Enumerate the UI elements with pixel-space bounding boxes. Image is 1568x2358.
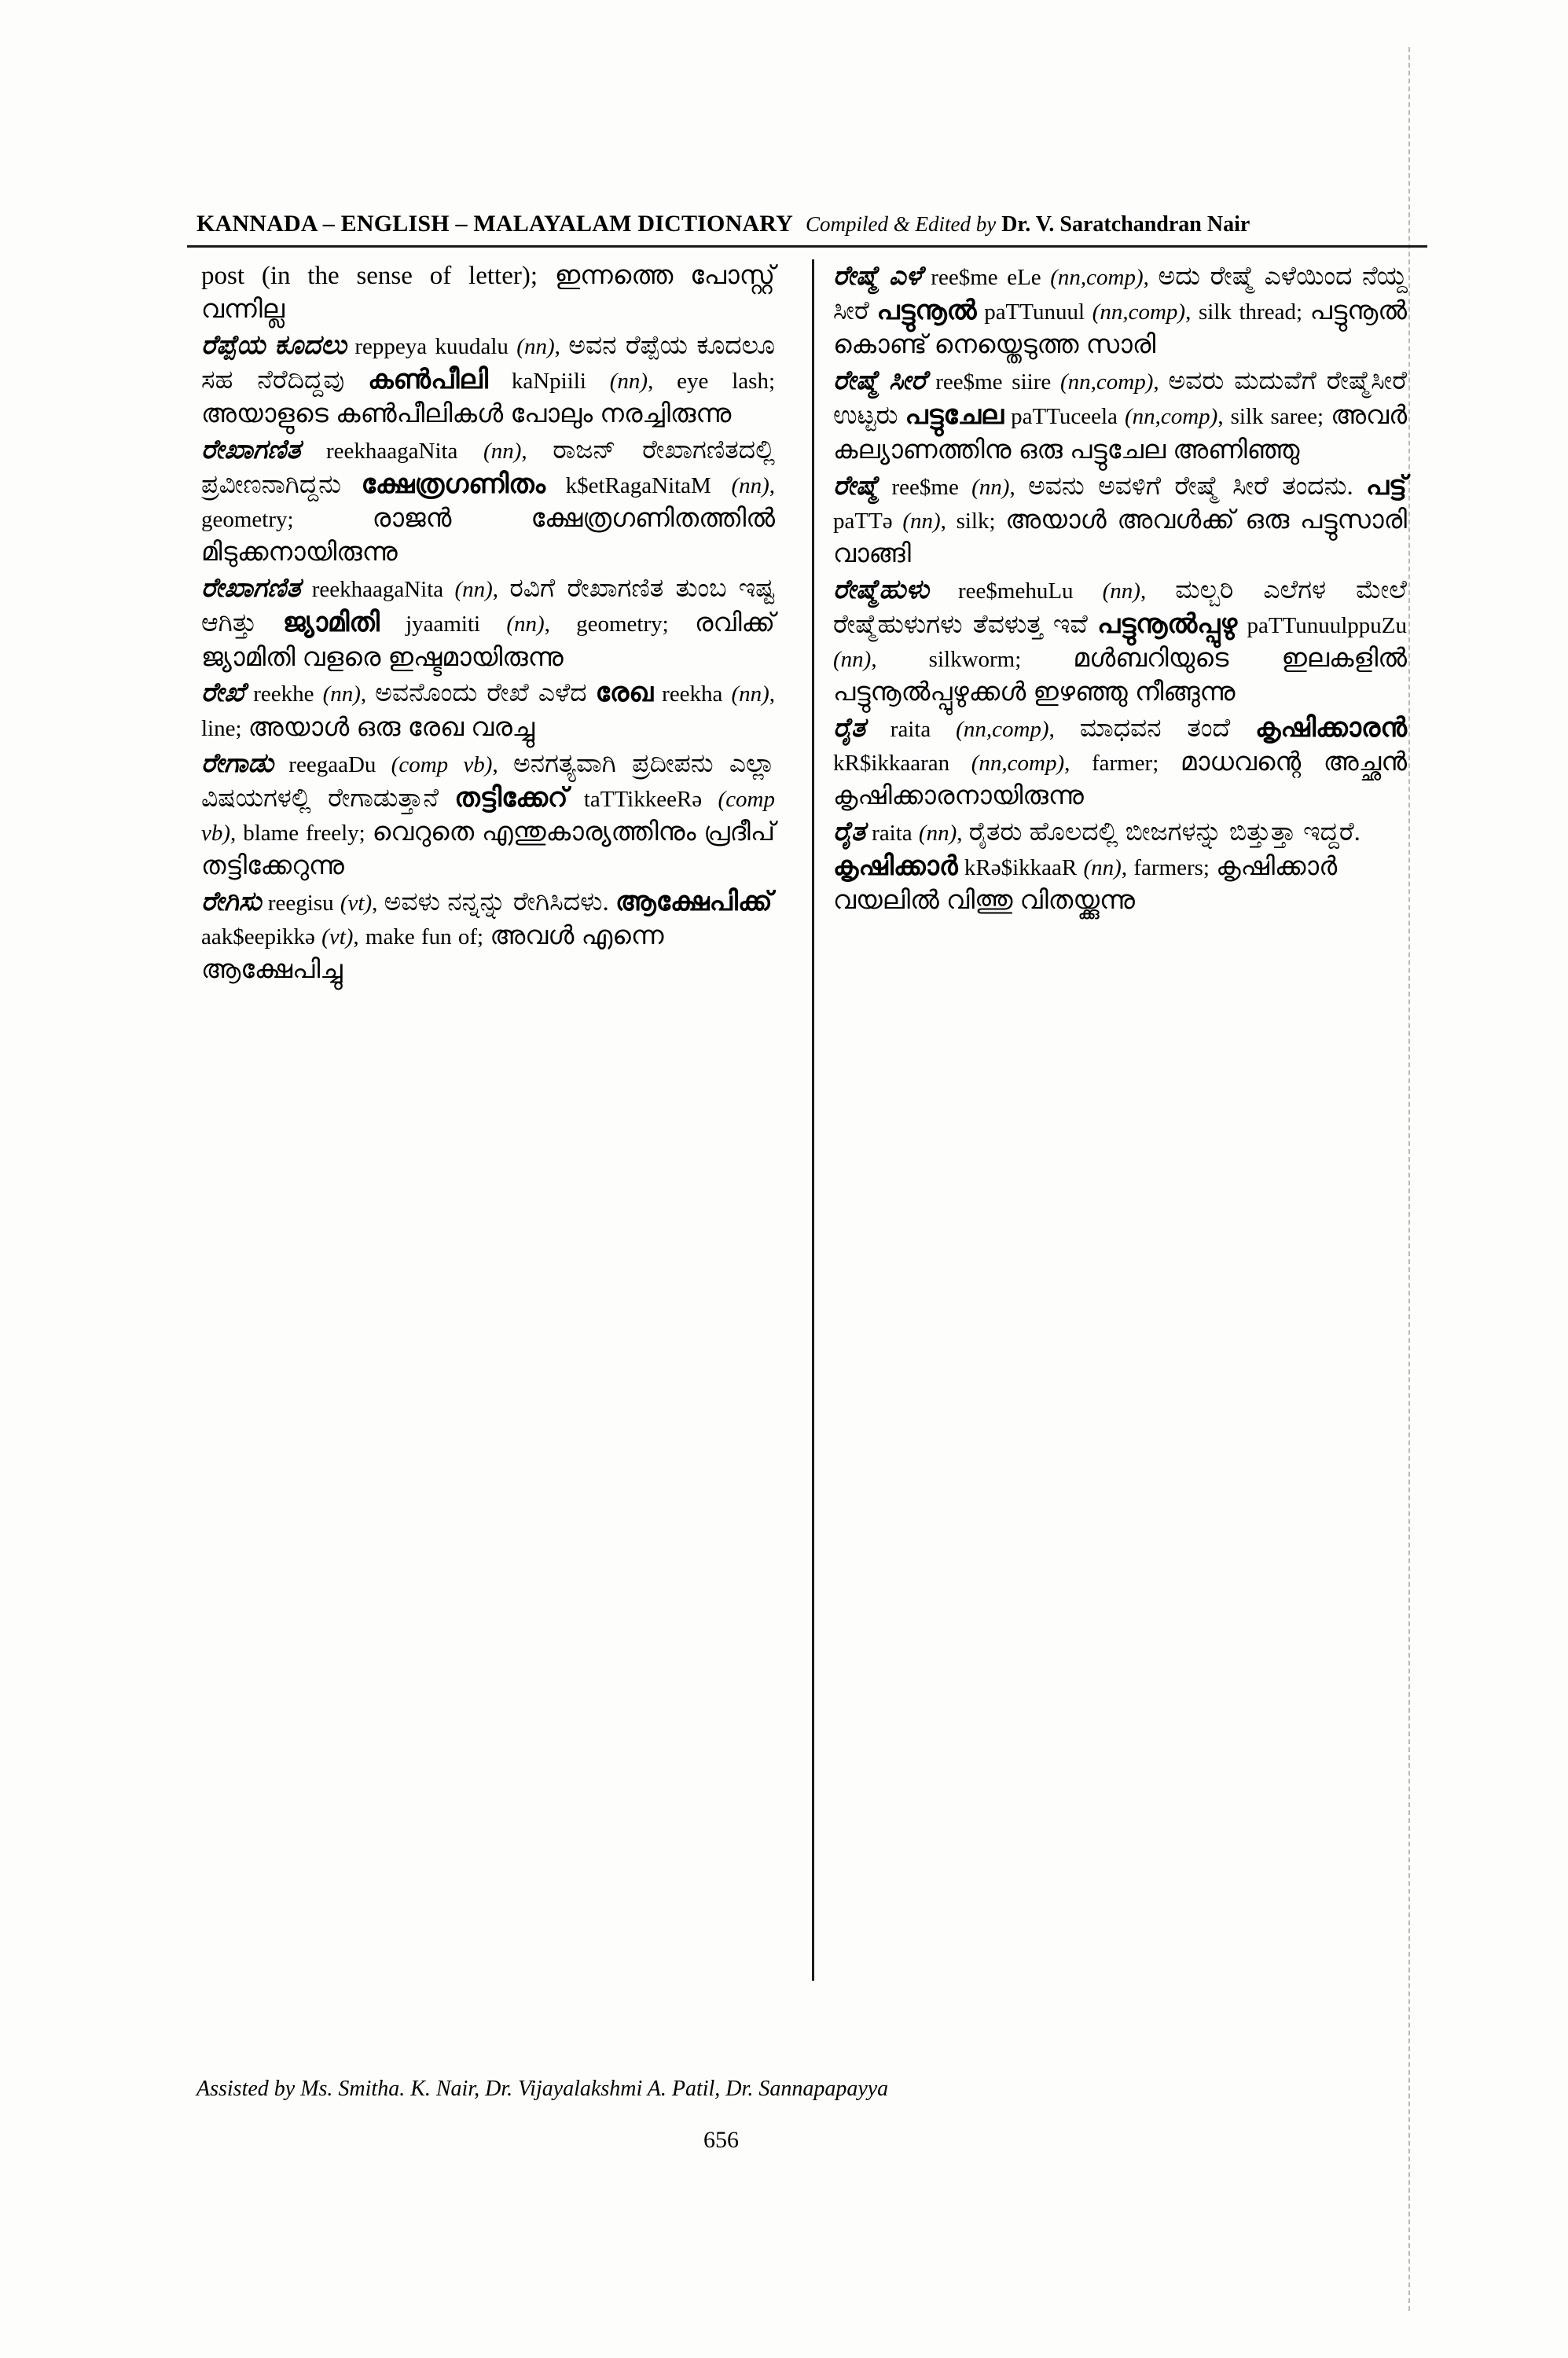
kannada-headword: ರೇಷ್ಮೆ ಸೀರೆ (833, 366, 927, 396)
malayalam-headword: രേഖ (595, 678, 654, 708)
malayalam-headword: ആക്ഷേപിക്ക് (615, 887, 773, 916)
malayalam-transliteration: paTTuceela (1011, 404, 1118, 430)
malayalam-example: വെറുതെ എന്തുകാര്യത്തിനും പ്രദീപ് തട്ടിക്കേറുന്നു (201, 817, 776, 880)
kannada-transliteration: raita (890, 716, 931, 742)
grammar-tag: (nn,comp) (956, 716, 1049, 742)
kannada-example: ರವಿಗೆ ರೇಖಾಗಣಿತ ತುಂಬ ಇಷ್ಟ ಆಗಿತ್ತು (201, 575, 775, 638)
dictionary-entry (833, 259, 1407, 362)
kannada-headword: ರೇಷ್ಮೆ (833, 471, 879, 501)
punctuation-comma: , (1143, 265, 1149, 290)
malayalam-transliteration: kRə$ikkaaR (964, 854, 1078, 880)
punctuation-comma: , (1153, 369, 1159, 395)
malayalam-example: മാധവന്റെ അച്ഛൻ കൃഷിക്കാരനായിരുന്നു (833, 747, 1408, 810)
english-gloss: farmer; (1091, 750, 1159, 776)
malayalam-example: അയാളുടെ കൺപീലികൾ പോലും നരച്ചിരുന്നു (201, 400, 732, 429)
punctuation-comma: , (492, 751, 498, 777)
dictionary-entry (201, 329, 775, 432)
malayalam-headword: പട്ടുനൂൽപ്പുഴു (1097, 609, 1238, 639)
malayalam-headword: കൃഷിക്കാരൻ (1255, 713, 1408, 743)
grammar-tag: (nn) (971, 474, 1010, 500)
grammar-tag: (nn) (731, 681, 769, 707)
malayalam-headword: ജ്യാമിതി (282, 608, 380, 638)
english-gloss: eye lash; (677, 368, 776, 394)
punctuation-comma: , (1140, 578, 1147, 604)
dictionary-entry (833, 711, 1407, 814)
page-number (0, 2127, 1568, 2154)
kannada-transliteration: reegisu (267, 890, 334, 916)
kannada-example: ಮಲ್ಬರಿ ಎಲೆಗಳ ಮೇಲೆ ರೇಷ್ಮೆಹುಳುಗಳು ತೆವಳುತ್ತ ಇವೆ (833, 575, 1408, 639)
punctuation-comma: , (1217, 404, 1224, 430)
kannada-example: ಅವನೊಂದು ರೇಖೆ ಎಳೆದ (375, 679, 587, 708)
dictionary-entry (201, 571, 775, 674)
english-gloss: geometry; (201, 507, 294, 533)
english-gloss: silk saree; (1230, 404, 1324, 430)
malayalam-transliteration: k$etRagaNitaM (565, 473, 711, 499)
malayalam-headword: കൃഷിക്കാർ (833, 851, 958, 881)
column-divider (812, 259, 814, 1981)
grammar-tag: (nn) (833, 646, 872, 672)
malayalam-transliteration: taTTikkeeRə (583, 786, 703, 812)
kannada-headword: ರೇಷ್ಮೆ ಎಳೆ (833, 262, 922, 291)
grammar-tag: (vt) (340, 890, 373, 916)
dictionary-entry (201, 885, 775, 987)
kannada-example: ಅವನು ಅವಳಿಗೆ ರೇಷ್ಮೆ ಸೀರೆ ತಂದನು. (1027, 472, 1353, 501)
malayalam-headword: പട്ടുനൂൽ (876, 296, 977, 326)
grammar-tag: (nn) (516, 333, 555, 359)
kannada-transliteration: ree$mehuLu (957, 578, 1074, 604)
malayalam-transliteration: paTTunuulppuZu (1247, 612, 1408, 638)
kannada-transliteration: reegaaDu (288, 751, 376, 777)
grammar-tag: (nn) (322, 681, 361, 707)
malayalam-example: അയാൾ ഒരു രേഖ വരച്ചു (248, 713, 535, 742)
punctuation-comma: , (372, 890, 378, 916)
kannada-example: ರಾಜನ್ ರೇಖಾಗಣಿತದಲ್ಲಿ ಪ್ರವೀಣನಾಗಿದ್ದನು (201, 436, 776, 500)
dictionary-entry (201, 676, 775, 744)
kannada-transliteration: ree$me (891, 474, 959, 500)
right-column (833, 259, 1407, 1981)
grammar-tag: (comp vb) (201, 786, 776, 846)
dictionary-entry (833, 573, 1407, 710)
punctuation-comma: , (1185, 299, 1192, 325)
kannada-example: ಅವರು ಮದುವೆಗೆ ರೇಷ್ಮೆಸೀರೆ ಉಟ್ಟರು (833, 367, 1408, 431)
kannada-transliteration: reekhaagaNita (311, 577, 444, 603)
dictionary-entry (833, 364, 1407, 467)
malayalam-example: രാജൻ ക്ഷേത്രഗണിതത്തിൽ മിടുക്കനായിരുന്നു (201, 505, 775, 567)
punctuation-comma: , (1064, 750, 1070, 776)
grammar-tag: (nn,comp) (1124, 404, 1218, 430)
kannada-headword: ರೈತ (833, 817, 865, 847)
kannada-headword: ರೇಖೆ (201, 678, 245, 708)
english-gloss: blame freely; (243, 820, 365, 846)
malayalam-transliteration: kaNpiili (511, 368, 586, 394)
running-head-title: KANNADA – ENGLISH – MALAYALAM DICTIONARY (196, 211, 793, 237)
page-number-value: 656 (703, 2127, 739, 2153)
malayalam-example: പട്ടുനൂൽ കൊണ്ട് നെയ്തെടുത്ത സാരി (833, 297, 1408, 360)
english-gloss: silk; (956, 508, 996, 534)
grammar-tag: (nn) (902, 508, 941, 534)
running-head (196, 211, 1423, 237)
kannada-headword: ರೇಗಾಡು (201, 748, 274, 778)
punctuation-comma: , (769, 473, 776, 499)
english-gloss: make fun of; (365, 924, 484, 949)
grammar-tag: (nn,comp) (971, 750, 1065, 776)
punctuation-comma: , (492, 577, 499, 603)
footer-credit: Assisted by Ms. Smitha. K. Nair, Dr. Vijayalakshmi A. Patil, Dr. Sannapapayya (196, 2077, 889, 2101)
malayalam-transliteration: aak$eepikkə (201, 924, 315, 949)
grammar-tag: (nn) (506, 612, 545, 637)
grammar-tag: (nn,comp) (1050, 265, 1144, 290)
malayalam-example: അവർ കല്യാണത്തിനു ഒരു പട്ടുചേല അണിഞ്ഞു (833, 402, 1408, 465)
kannada-headword: ರೇಷ್ಮೆಹುಳು (833, 575, 929, 604)
running-head-compiled-by: Compiled & Edited by (805, 212, 997, 236)
dictionary-entry (201, 747, 775, 883)
english-gloss: farmers; (1133, 854, 1210, 880)
punctuation-comma: , (360, 681, 367, 707)
kannada-transliteration: reekhe (253, 681, 314, 707)
running-head-editor: Dr. V. Saratchandran Nair (1001, 212, 1250, 237)
punctuation-comma: , (521, 439, 527, 465)
grammar-tag: (nn,comp) (1092, 299, 1186, 325)
malayalam-headword: തട്ടിക്കേറ് (454, 783, 568, 813)
grammar-tag: (nn) (1102, 578, 1140, 604)
malayalam-transliteration: reekha (662, 681, 723, 707)
malayalam-headword: പട്ട് (1365, 471, 1408, 501)
malayalam-transliteration: jyaamiti (406, 612, 481, 637)
kannada-transliteration: raita (872, 820, 913, 846)
punctuation-comma: , (648, 368, 654, 394)
grammar-tag: (nn) (731, 473, 769, 499)
entry-continuation (201, 259, 775, 327)
punctuation-comma: , (940, 508, 946, 534)
column-container (187, 259, 1427, 1981)
grammar-tag: (nn,comp) (1060, 369, 1154, 395)
malayalam-headword: ക്ഷേത്രഗണിതം (361, 470, 545, 500)
header-rule (187, 245, 1427, 248)
kannada-transliteration: ree$me siire (935, 369, 1052, 395)
punctuation-comma: , (769, 681, 776, 707)
malayalam-transliteration: paTTə (833, 508, 893, 534)
punctuation-comma: , (230, 820, 237, 846)
grammar-tag: (nn) (483, 439, 522, 465)
grammar-tag: (nn) (918, 820, 957, 846)
kannada-example: ಅವಳು ನನ್ನನ್ನು ರೇಗಿಸಿದಳು. (384, 887, 609, 916)
kannada-transliteration: reppeya kuudalu (354, 333, 509, 359)
english-gloss: geometry; (576, 612, 669, 637)
kannada-example: ಅವನ ರೆಪ್ಪೆಯ ಕೂದಲೂ ಸಹ ನೆರೆದಿದ್ದವು (201, 331, 776, 395)
grammar-tag: (vt) (321, 924, 354, 949)
kannada-headword: ರೇಖಾಗಣಿತ (201, 574, 301, 604)
kannada-headword: ರೈತ (833, 713, 865, 743)
kannada-example: ರೈತರು ಹೊಲದಲ್ಲಿ ಬೀಜಗಳನ್ನು ಬಿತ್ತುತ್ತಾ ಇದ್ದರೆ. (968, 817, 1361, 847)
english-gloss: line; (201, 715, 242, 741)
punctuation-comma: , (1048, 716, 1055, 742)
grammar-tag: (comp vb) (391, 751, 493, 777)
kannada-headword: ರೇಖಾಗಣಿತ (201, 435, 301, 465)
malayalam-transliteration: paTTunuul (984, 299, 1085, 325)
punctuation-comma: , (1009, 474, 1015, 500)
punctuation-comma: , (554, 333, 560, 359)
malayalam-example: അവൾ എന്നെ ആക്ഷേപിച്ചു (201, 921, 664, 984)
punctuation-comma: , (544, 612, 550, 637)
kannada-example: ಅನಗತ್ಯವಾಗಿ ಪ್ರದೀಪನು ಎಲ್ಲಾ ವಿಷಯಗಳಲ್ಲಿ ರೇಗಾಡುತ್ತಾನೆ (201, 749, 775, 813)
kannada-transliteration: reekhaagaNita (325, 439, 458, 465)
kannada-headword: ರೆಪ್ಪೆಯ ಕೂದಲು (201, 330, 347, 360)
dictionary-entry (833, 815, 1407, 918)
dictionary-entry (833, 469, 1407, 571)
english-gloss: silkworm; (928, 646, 1022, 672)
malayalam-headword: പട്ടുചേല (905, 401, 1004, 431)
punctuation-comma: , (871, 646, 877, 672)
kannada-transliteration: ree$me eLe (931, 265, 1041, 290)
kannada-example: ಅದು ರೇಷ್ಮೆ ಎಳೆಯಿಂದ ನೆಯ್ದ ಸೀರೆ (833, 263, 1408, 326)
left-column (201, 259, 775, 1981)
english-gloss: silk thread; (1198, 299, 1303, 325)
punctuation-comma: , (957, 820, 963, 846)
malayalam-transliteration: kR$ikkaaran (833, 750, 950, 776)
grammar-tag: (nn) (1083, 854, 1122, 880)
dictionary-entry (201, 433, 775, 570)
kannada-headword: ರೇಗಿಸು (201, 887, 262, 916)
grammar-tag: (nn) (454, 577, 493, 603)
continuation-text: post (in the sense of letter); ഇന്നത്തെ പോസ്റ്റ് വന്നില്ല (201, 262, 775, 324)
malayalam-example: കൃഷിക്കാർ വയലിൽ വിത്തു വിതയ്ക്കുന്നു (833, 852, 1338, 915)
malayalam-example: മൾബറിയുടെ ഇലകളിൽ പട്ടുനൂൽപ്പുഴുക്കൾ ഇഴഞ്ഞു നീങ്ങുന്നു (833, 644, 1408, 707)
malayalam-example: രവിക്ക് ജ്യാമിതി വളരെ ഇഷ്ടമായിരുന്നു (201, 609, 776, 672)
punctuation-comma: , (1121, 854, 1128, 880)
malayalam-example: അയാൾ അവൾക്ക് ഒരു പട്ടുസാരി വാങ്ങി (833, 505, 1408, 568)
malayalam-headword: കൺപീലി (368, 365, 488, 395)
kannada-example: ಮಾಧವನ ತಂದೆ (1079, 714, 1231, 743)
grammar-tag: (nn) (609, 368, 648, 394)
punctuation-comma: , (353, 924, 359, 949)
